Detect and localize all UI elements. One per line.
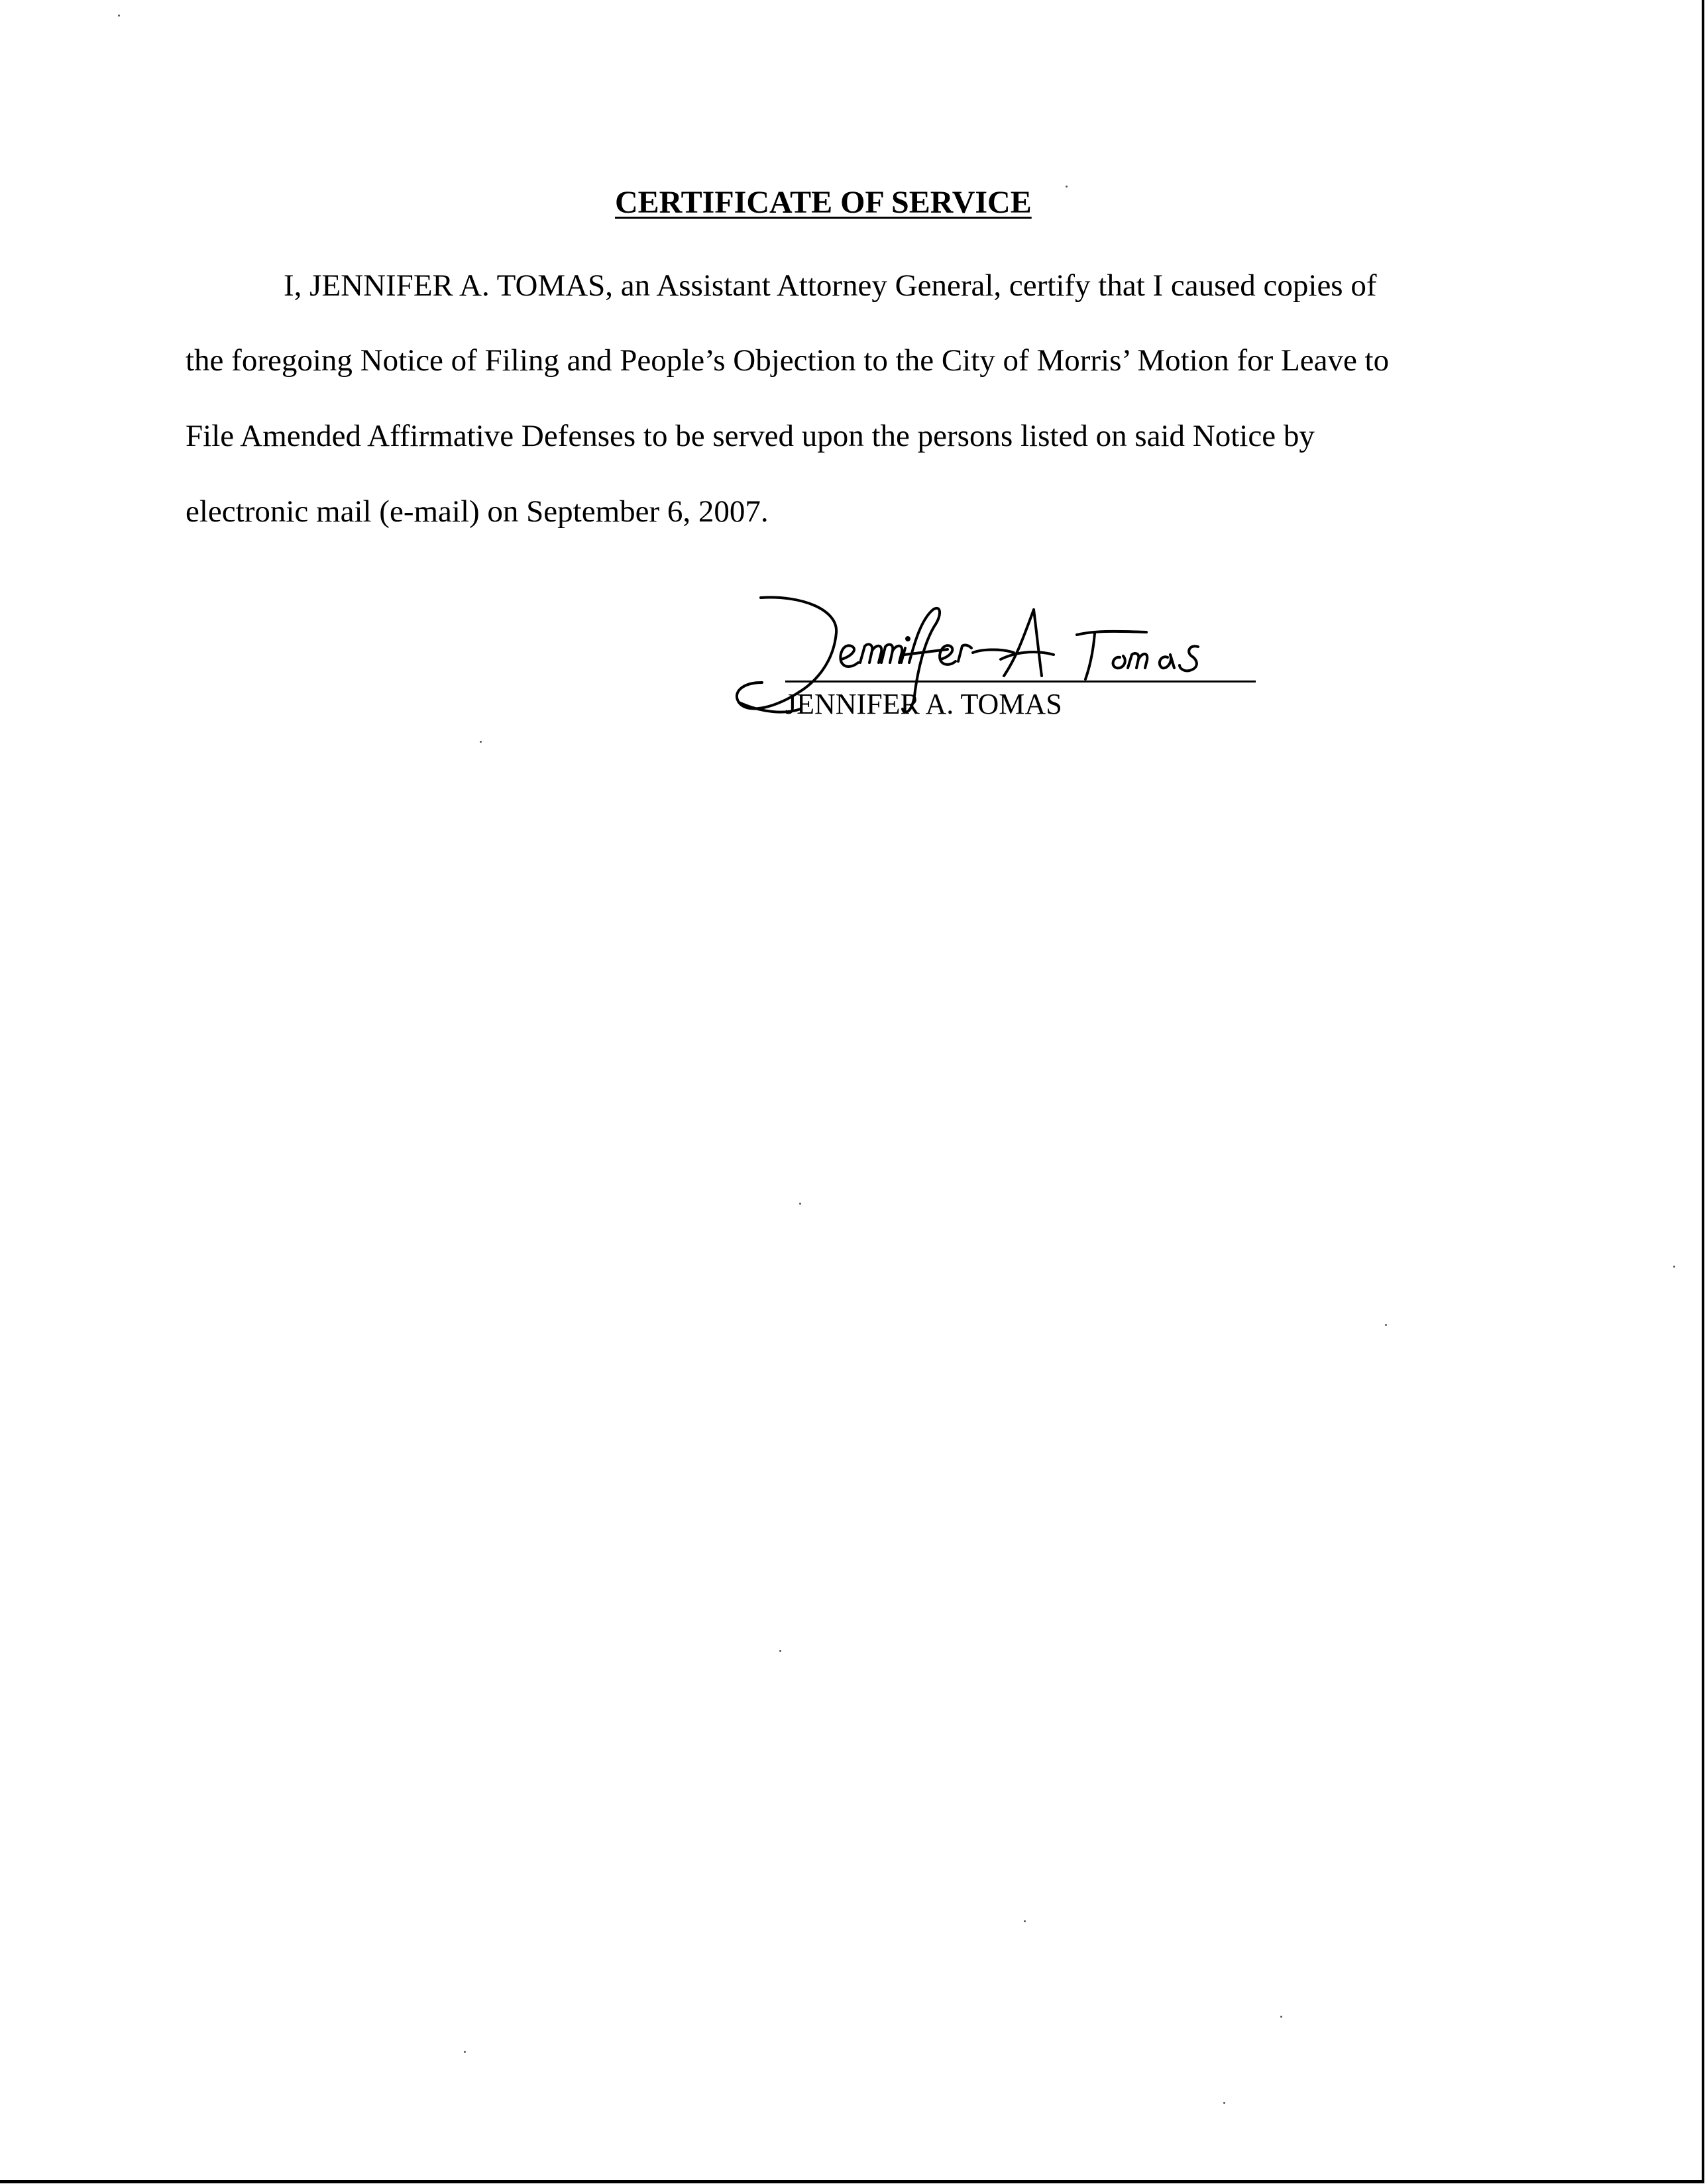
paragraph-line: electronic mail (e-mail) on September 6, 2007. [186, 494, 769, 529]
document-title: CERTIFICATE OF SERVICE [615, 185, 1032, 220]
handwritten-signature [722, 583, 1319, 742]
scan-speck [1024, 1920, 1026, 1922]
printed-signer-name: JENNIFER A. TOMAS [785, 688, 1062, 720]
scan-speck [118, 15, 120, 17]
paragraph-line: I, JENNIFER A. TOMAS, an Assistant Attorney General, certify that I caused copies of [284, 268, 1377, 303]
scan-speck [799, 1203, 801, 1205]
paragraph-line: File Amended Affirmative Defenses to be served upon the persons listed on said Notice by [186, 419, 1315, 453]
scan-speck [480, 741, 482, 743]
paragraph-line: the foregoing Notice of Filing and People’s Objection to the City of Morris’ Motion for Leave to [186, 343, 1390, 378]
scan-speck [1223, 2102, 1225, 2104]
scan-speck [1066, 186, 1068, 188]
scan-speck [1385, 1324, 1387, 1326]
scan-speck [779, 1650, 781, 1652]
scan-speck [464, 2051, 466, 2053]
scan-speck [1280, 2016, 1282, 2018]
scan-speck [1673, 1266, 1675, 1268]
